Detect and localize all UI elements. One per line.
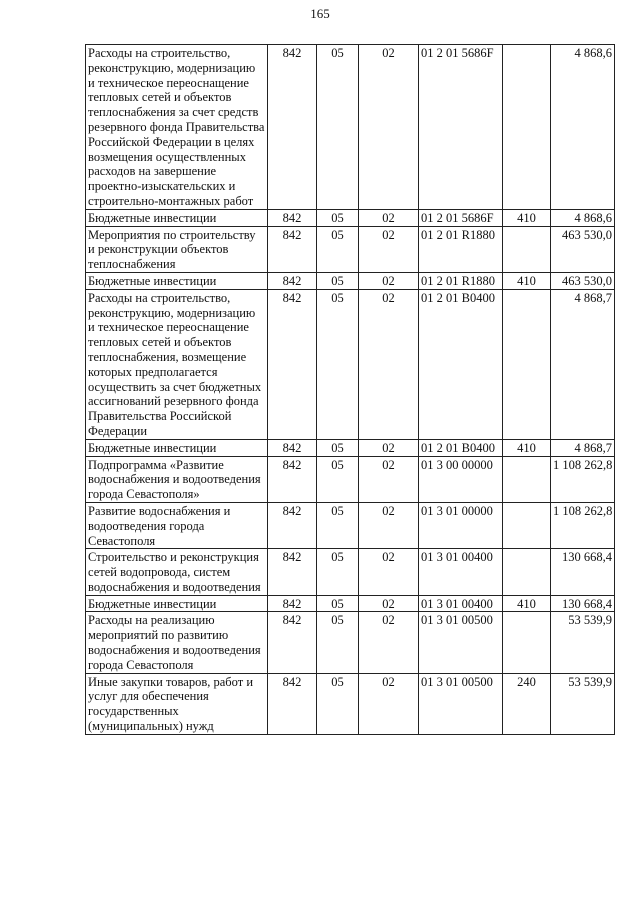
target-article-cell: 01 2 01 5686F: [419, 45, 503, 210]
target-article-cell: 01 3 00 00000: [419, 456, 503, 502]
section-code-cell: 05: [317, 673, 359, 734]
section-code-cell: 05: [317, 612, 359, 673]
subsection-code-cell: 02: [359, 549, 419, 595]
ved-code-cell: 842: [268, 45, 317, 210]
row-name-cell: Бюджетные инвестиции: [86, 209, 268, 226]
target-article-cell: 01 2 01 5686F: [419, 209, 503, 226]
subsection-code-cell: 02: [359, 502, 419, 548]
subsection-code-cell: 02: [359, 226, 419, 272]
ved-code-cell: 842: [268, 439, 317, 456]
table-row: [86, 456, 615, 502]
amount-cell: 130 668,4: [551, 549, 615, 595]
expense-type-cell: [503, 502, 551, 548]
expense-type-cell: [503, 549, 551, 595]
section-code-cell: 05: [317, 456, 359, 502]
amount-cell: 463 530,0: [551, 272, 615, 289]
amount-cell: 4 868,7: [551, 289, 615, 439]
table-row: [86, 549, 615, 595]
table-row: [86, 673, 615, 734]
row-name-cell: Расходы на строительство, реконструкцию, модернизацию и техническое переоснащение тепловых сетей и объектов теплоснабжения, возмещение которых предполагается осуществить за счет бюджетных ассигнований резервного фонда Правительства Российской Федерации: [86, 289, 268, 439]
target-article-cell: 01 3 01 00400: [419, 595, 503, 612]
section-code-cell: 05: [317, 502, 359, 548]
expense-type-cell: 410: [503, 439, 551, 456]
ved-code-cell: 842: [268, 673, 317, 734]
table-row: [86, 272, 615, 289]
section-code-cell: 05: [317, 209, 359, 226]
table-row: [86, 45, 615, 210]
row-name-cell: Развитие водоснабжения и водоотведения города Севастополя: [86, 502, 268, 548]
section-code-cell: 05: [317, 289, 359, 439]
ved-code-cell: 842: [268, 456, 317, 502]
subsection-code-cell: 02: [359, 439, 419, 456]
section-code-cell: 05: [317, 45, 359, 210]
target-article-cell: 01 3 01 00000: [419, 502, 503, 548]
target-article-cell: 01 2 01 R1880: [419, 226, 503, 272]
amount-cell: 4 868,7: [551, 439, 615, 456]
subsection-code-cell: 02: [359, 456, 419, 502]
target-article-cell: 01 2 01 R1880: [419, 272, 503, 289]
target-article-cell: 01 2 01 B0400: [419, 439, 503, 456]
row-name-cell: Бюджетные инвестиции: [86, 272, 268, 289]
budget-table: [85, 44, 615, 735]
target-article-cell: 01 3 01 00500: [419, 612, 503, 673]
amount-cell: 53 539,9: [551, 612, 615, 673]
row-name-cell: Строительство и реконструкция сетей водопровода, систем водоснабжения и водоотведения: [86, 549, 268, 595]
target-article-cell: 01 3 01 00500: [419, 673, 503, 734]
page-number: 165: [310, 6, 330, 21]
expense-type-cell: 410: [503, 272, 551, 289]
expense-type-cell: [503, 456, 551, 502]
row-name-cell: Бюджетные инвестиции: [86, 439, 268, 456]
expense-type-cell: 410: [503, 595, 551, 612]
table-row: [86, 439, 615, 456]
subsection-code-cell: 02: [359, 209, 419, 226]
row-name-cell: Подпрограмма «Развитие водоснабжения и водоотведения города Севастополя»: [86, 456, 268, 502]
subsection-code-cell: 02: [359, 673, 419, 734]
subsection-code-cell: 02: [359, 45, 419, 210]
expense-type-cell: [503, 226, 551, 272]
amount-cell: 1 108 262,8: [551, 502, 615, 548]
section-code-cell: 05: [317, 272, 359, 289]
ved-code-cell: 842: [268, 289, 317, 439]
row-name-cell: Бюджетные инвестиции: [86, 595, 268, 612]
target-article-cell: 01 2 01 B0400: [419, 289, 503, 439]
amount-cell: 130 668,4: [551, 595, 615, 612]
expense-type-cell: [503, 45, 551, 210]
amount-cell: 53 539,9: [551, 673, 615, 734]
table-row: [86, 289, 615, 439]
amount-cell: 1 108 262,8: [551, 456, 615, 502]
row-name-cell: Расходы на реализацию мероприятий по развитию водоснабжения и водоотведения города Севастополя: [86, 612, 268, 673]
table-row: [86, 612, 615, 673]
table-row: [86, 209, 615, 226]
subsection-code-cell: 02: [359, 272, 419, 289]
section-code-cell: 05: [317, 595, 359, 612]
amount-cell: 463 530,0: [551, 226, 615, 272]
expense-type-cell: [503, 289, 551, 439]
budget-table-body: [86, 45, 615, 735]
ved-code-cell: 842: [268, 226, 317, 272]
ved-code-cell: 842: [268, 549, 317, 595]
ved-code-cell: 842: [268, 209, 317, 226]
table-row: [86, 502, 615, 548]
expense-type-cell: [503, 612, 551, 673]
amount-cell: 4 868,6: [551, 209, 615, 226]
expense-type-cell: 410: [503, 209, 551, 226]
table-row: [86, 595, 615, 612]
ved-code-cell: 842: [268, 595, 317, 612]
section-code-cell: 05: [317, 439, 359, 456]
ved-code-cell: 842: [268, 502, 317, 548]
subsection-code-cell: 02: [359, 289, 419, 439]
section-code-cell: 05: [317, 549, 359, 595]
ved-code-cell: 842: [268, 272, 317, 289]
row-name-cell: Расходы на строительство, реконструкцию, модернизацию и техническое переоснащение тепловых сетей и объектов теплоснабжения за счет средств резервного фонда Правительства Российской Федерации в целях возмещения осуществленных расходов на завершение проектно-изыскательских и строительно-монтажных работ: [86, 45, 268, 210]
section-code-cell: 05: [317, 226, 359, 272]
subsection-code-cell: 02: [359, 612, 419, 673]
subsection-code-cell: 02: [359, 595, 419, 612]
row-name-cell: Иные закупки товаров, работ и услуг для обеспечения государственных (муниципальных) нужд: [86, 673, 268, 734]
ved-code-cell: 842: [268, 612, 317, 673]
target-article-cell: 01 3 01 00400: [419, 549, 503, 595]
expense-type-cell: 240: [503, 673, 551, 734]
amount-cell: 4 868,6: [551, 45, 615, 210]
row-name-cell: Мероприятия по строительству и реконструкции объектов теплоснабжения: [86, 226, 268, 272]
table-row: [86, 226, 615, 272]
